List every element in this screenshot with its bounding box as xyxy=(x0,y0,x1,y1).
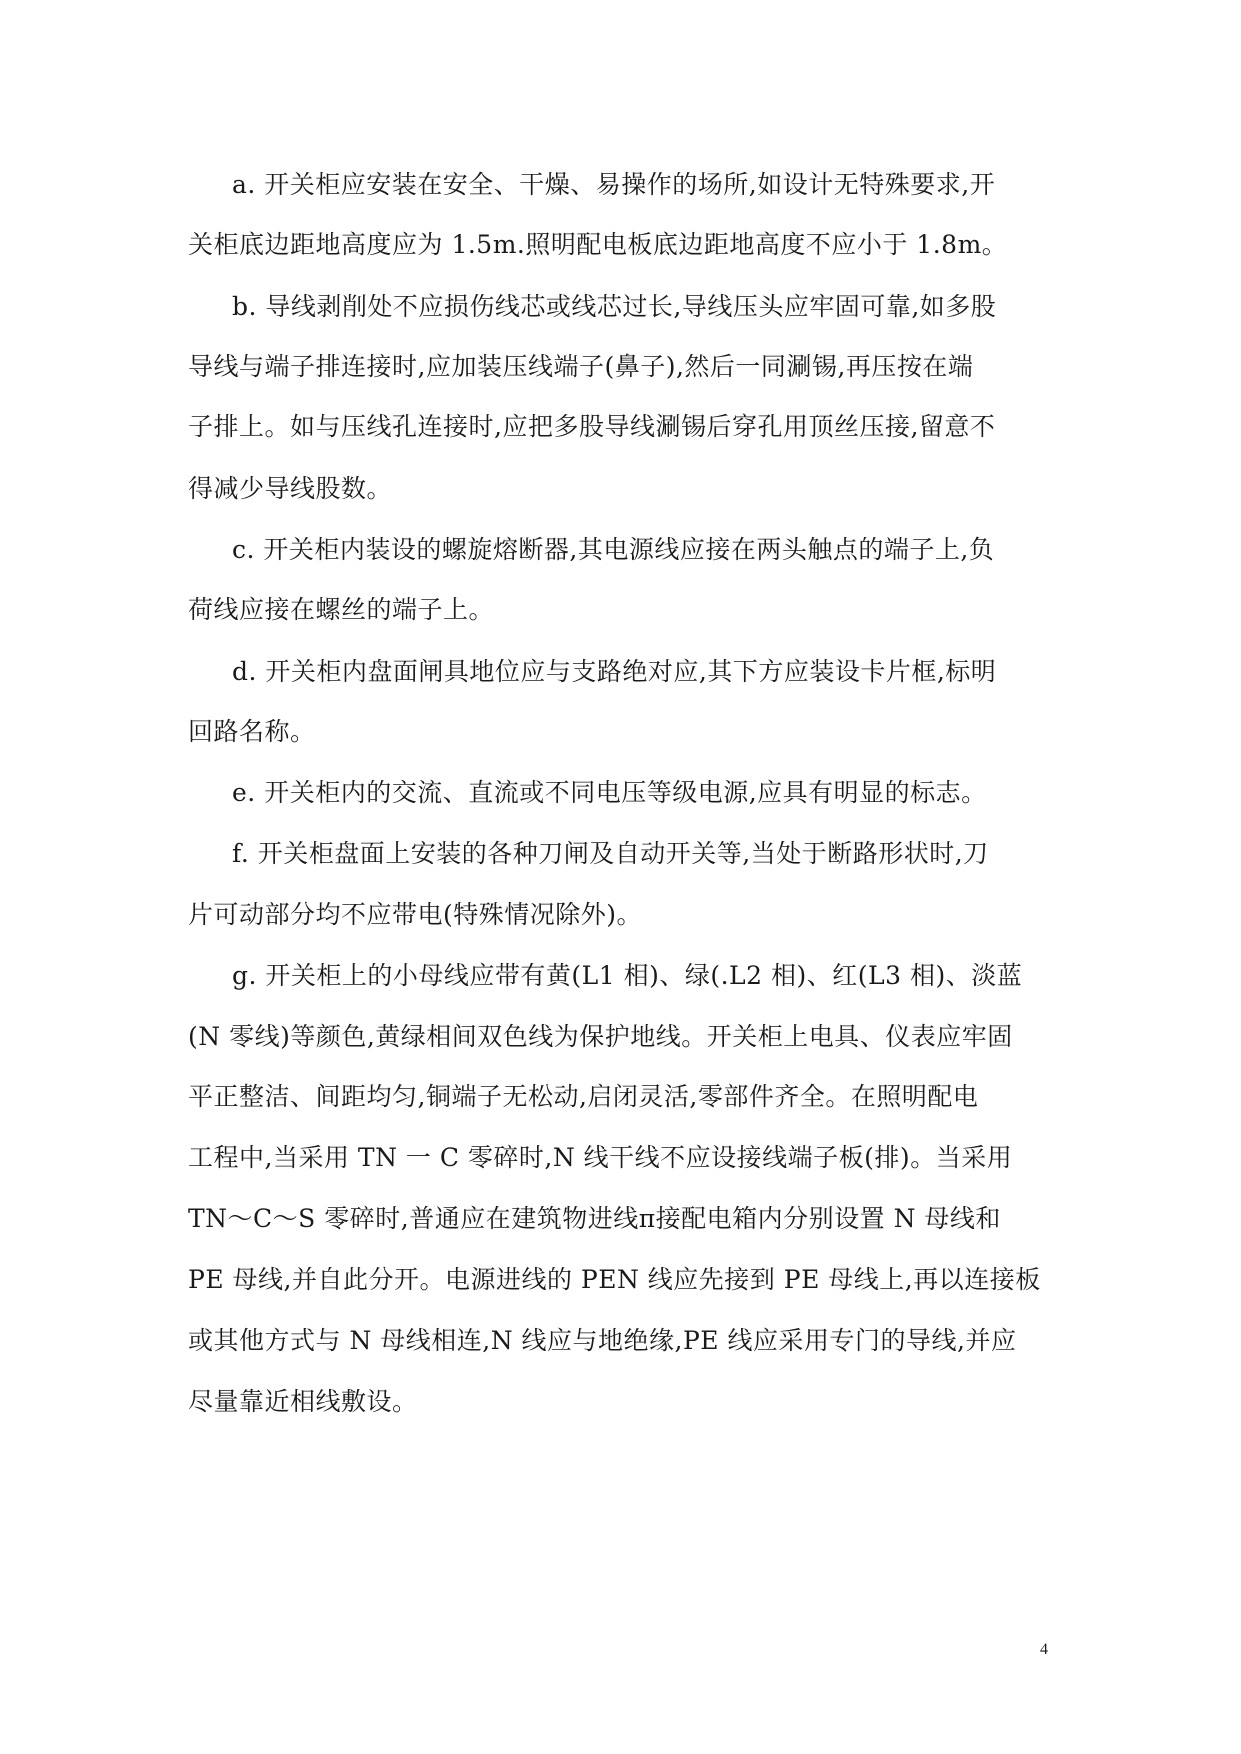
paragraph-b-line-3: 子排上。如与压线孔连接时,应把多股导线涮锡后穿孔用顶丝压接,留意不 xyxy=(188,412,996,441)
paragraph-c-line-2: 荷线应接在螺丝的端子上。 xyxy=(188,595,495,624)
paragraph-b-line-4: 得减少导线股数。 xyxy=(188,474,393,503)
paragraph-e-line-1: e. 开关柜内的交流、直流或不同电压等级电源,应具有明显的标志。 xyxy=(232,778,987,807)
paragraph-g-line-2: (N 零线)等颜色,黄绿相间双色线为保护地线。开关柜上电具、仪表应牢固 xyxy=(188,1022,1013,1051)
paragraph-f-line-2: 片可动部分均不应带电(特殊情况除外)。 xyxy=(188,900,643,929)
paragraph-g-line-1: g. 开关柜上的小母线应带有黄(L1 相)、绿(.L2 相)、红(L3 相)、淡蓝 xyxy=(232,961,1023,990)
paragraph-g-line-5: TN～C～S 零碎时,普通应在建筑物进线π接配电箱内分别设置 N 母线和 xyxy=(188,1204,1001,1233)
paragraph-g-line-3: 平正整洁、间距均匀,铜端子无松动,启闭灵活,零部件齐全。在照明配电 xyxy=(188,1082,979,1111)
paragraph-b-line-2: 导线与端子排连接时,应加装压线端子(鼻子),然后一同涮锡,再压按在端 xyxy=(188,352,974,381)
paragraph-f-line-1: f. 开关柜盘面上安装的各种刀闸及自动开关等,当处于断路形状时,刀 xyxy=(232,839,989,868)
paragraph-a-line-1: a. 开关柜应安装在安全、干燥、易操作的场所,如设计无特殊要求,开 xyxy=(232,170,996,199)
paragraph-g-line-6: PE 母线,并自此分开。电源进线的 PEN 线应先接到 PE 母线上,再以连接板 xyxy=(188,1265,1041,1294)
paragraph-c-line-1: c. 开关柜内装设的螺旋熔断器,其电源线应接在两头触点的端子上,负 xyxy=(232,535,995,564)
paragraph-d-line-2: 回路名称。 xyxy=(188,717,316,746)
paragraph-d-line-1: d. 开关柜内盘面闸具地位应与支路绝对应,其下方应装设卡片框,标明 xyxy=(232,657,997,686)
paragraph-g-line-8: 尽量靠近相线敷设。 xyxy=(188,1387,418,1416)
page-number: 4 xyxy=(1040,1641,1048,1658)
paragraph-g-line-4: 工程中,当采用 TN 一 C 零碎时,N 线干线不应设接线端子板(排)。当采用 xyxy=(188,1143,1013,1172)
paragraph-a-line-2: 关柜底边距地高度应为 1.5m.照明配电板底边距地高度不应小于 1.8m。 xyxy=(188,230,1008,259)
paragraph-b-line-1: b. 导线剥削处不应损伤线芯或线芯过长,导线压头应牢固可靠,如多股 xyxy=(232,292,997,321)
paragraph-g-line-7: 或其他方式与 N 母线相连,N 线应与地绝缘,PE 线应采用专门的导线,并应 xyxy=(188,1326,1017,1355)
